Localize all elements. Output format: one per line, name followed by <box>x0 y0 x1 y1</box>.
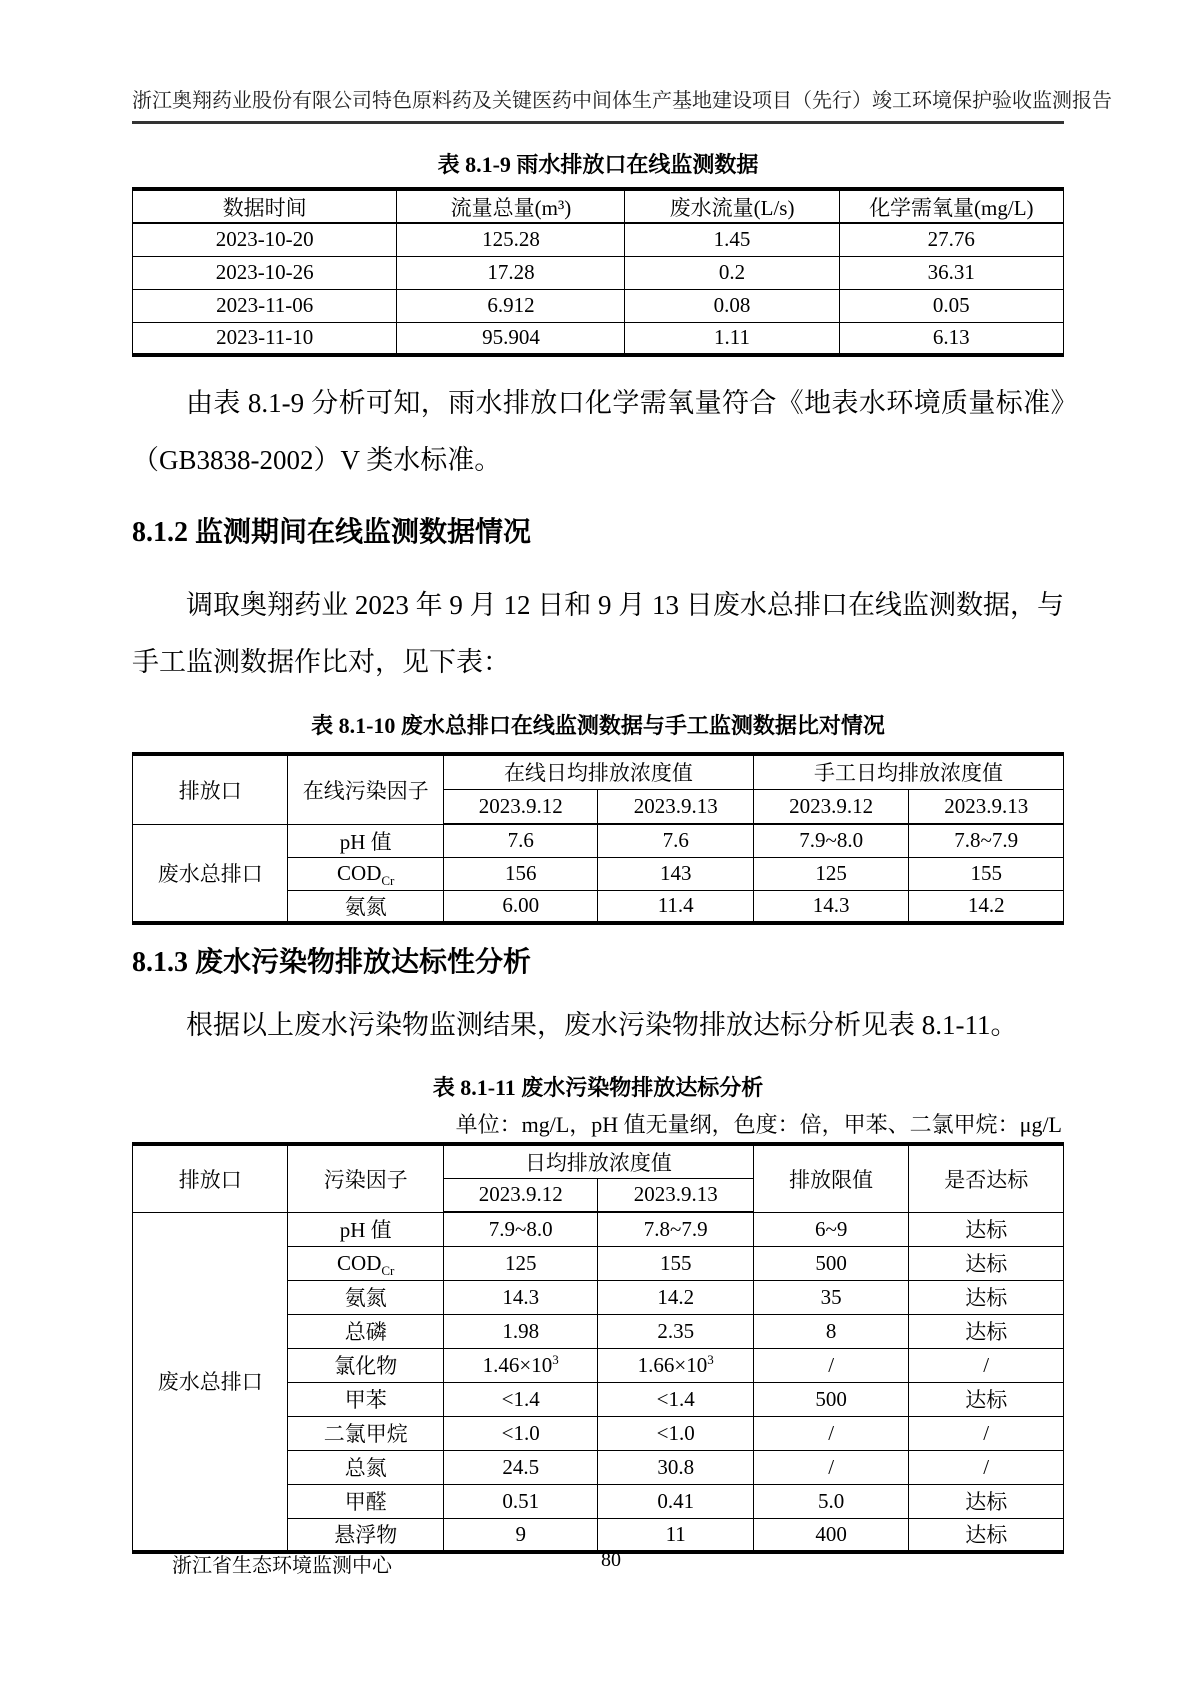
table-10-title: 表 8.1-10 废水总排口在线监测数据与手工监测数据比对情况 <box>311 713 885 738</box>
value-cell: 95.904 <box>397 322 625 355</box>
factor-cell: pH 值 <box>288 1212 443 1246</box>
value-cell: 7.9~8.0 <box>443 1212 598 1246</box>
value-cell: 11.4 <box>598 890 753 923</box>
table-11-unit-note: 单位：mg/L，pH 值无量纲，色度：倍，甲苯、二氯甲烷：μg/L <box>455 1112 1062 1137</box>
value-cell: 14.3 <box>753 890 908 923</box>
table-header-row <box>133 1144 1064 1178</box>
value-cell: 1.11 <box>625 322 839 355</box>
wastewater-compliance-table <box>132 1142 1064 1554</box>
limit-cell: 400 <box>753 1518 908 1552</box>
factor-cell: 氨氮 <box>288 1280 443 1314</box>
value-cell: 125 <box>443 1246 598 1280</box>
date-cell: 2023-11-10 <box>133 322 397 355</box>
value-cell: 9 <box>443 1518 598 1552</box>
factor-cell: 总磷 <box>288 1314 443 1348</box>
column-header-date: 2023.9.12 <box>753 789 908 824</box>
online-vs-manual-comparison-table <box>132 752 1064 925</box>
paragraph-8-1-3: 根据以上废水污染物监测结果，废水污染物排放达标分析见表 8.1-11。 <box>186 1010 1018 1040</box>
value-cell: 0.41 <box>598 1484 753 1518</box>
column-header-wastewater-flow: 废水流量(L/s) <box>625 189 839 223</box>
value-cell: 6.00 <box>443 890 598 923</box>
value-cell: 125.28 <box>397 223 625 256</box>
column-header-compliance: 是否达标 <box>909 1144 1064 1212</box>
factor-cell: 甲苯 <box>288 1382 443 1416</box>
header-rule <box>132 121 1064 124</box>
column-header-date: 2023.9.13 <box>909 789 1064 824</box>
column-header-outlet: 排放口 <box>133 754 288 824</box>
date-cell: 2023-10-20 <box>133 223 397 256</box>
table-row <box>133 322 1064 355</box>
value-cell: 14.2 <box>909 890 1064 923</box>
group-header-online-daily: 在线日均排放浓度值 <box>443 754 753 789</box>
value-cell: 7.9~8.0 <box>753 824 908 857</box>
table-9-title: 表 8.1-9 雨水排放口在线监测数据 <box>437 152 759 177</box>
value-cell: $1.46\times 10^3$ <box>443 1348 598 1382</box>
column-header-date: 2023.9.12 <box>443 1178 598 1212</box>
factor-cell: 氨氮 <box>288 890 443 923</box>
compliance-cell: 达标 <box>909 1518 1064 1552</box>
value-cell: 27.76 <box>839 223 1063 256</box>
limit-cell: 500 <box>753 1382 908 1416</box>
factor-cell: 悬浮物 <box>288 1518 443 1552</box>
limit-cell: 8 <box>753 1314 908 1348</box>
value-cell: 155 <box>598 1246 753 1280</box>
compliance-cell: / <box>909 1450 1064 1484</box>
compliance-cell: 达标 <box>909 1212 1064 1246</box>
value-cell: 7.8~7.9 <box>909 824 1064 857</box>
table-header-row <box>133 754 1064 789</box>
rainwater-outlet-monitoring-table <box>132 187 1064 357</box>
compliance-cell: 达标 <box>909 1314 1064 1348</box>
value-cell: 14.3 <box>443 1280 598 1314</box>
value-cell: 11 <box>598 1518 753 1552</box>
compliance-cell: / <box>909 1348 1064 1382</box>
factor-cell: 总氮 <box>288 1450 443 1484</box>
group-header-manual-daily: 手工日均排放浓度值 <box>753 754 1063 789</box>
column-header-date: 2023.9.12 <box>443 789 598 824</box>
factor-cell: 氯化物 <box>288 1348 443 1382</box>
value-cell: 125 <box>753 857 908 890</box>
column-header-online-factor: 在线污染因子 <box>288 754 443 824</box>
table-row <box>133 289 1064 322</box>
value-cell: 0.51 <box>443 1484 598 1518</box>
value-cell: 1.98 <box>443 1314 598 1348</box>
limit-cell: 35 <box>753 1280 908 1314</box>
footer-page-number: 80 <box>601 1549 621 1571</box>
table-row <box>133 1212 1064 1246</box>
compliance-cell: 达标 <box>909 1280 1064 1314</box>
value-cell: 0.08 <box>625 289 839 322</box>
compliance-cell: 达标 <box>909 1382 1064 1416</box>
value-cell: 30.8 <box>598 1450 753 1484</box>
value-cell: 17.28 <box>397 256 625 289</box>
section-heading-8-1-2: 8.1.2 监测期间在线监测数据情况 <box>132 517 532 548</box>
value-cell: 36.31 <box>839 256 1063 289</box>
column-header-cod: 化学需氧量(mg/L) <box>839 189 1063 223</box>
value-cell: 7.8~7.9 <box>598 1212 753 1246</box>
outlet-cell: 废水总排口 <box>133 824 288 923</box>
value-cell: <1.0 <box>598 1416 753 1450</box>
limit-cell: / <box>753 1348 908 1382</box>
page-header-title: 浙江奥翔药业股份有限公司特色原料药及关键医药中间体生产基地建设项目（先行）竣工环境保护验收监测报告 <box>132 90 1112 112</box>
limit-cell: 5.0 <box>753 1484 908 1518</box>
table-row <box>133 223 1064 256</box>
limit-cell: / <box>753 1450 908 1484</box>
compliance-cell: 达标 <box>909 1246 1064 1280</box>
date-cell: 2023-10-26 <box>133 256 397 289</box>
limit-cell: 6~9 <box>753 1212 908 1246</box>
value-cell: 156 <box>443 857 598 890</box>
group-header-daily-concentration: 日均排放浓度值 <box>443 1144 753 1178</box>
value-cell: <1.4 <box>443 1382 598 1416</box>
value-cell: 14.2 <box>598 1280 753 1314</box>
compliance-cell: 达标 <box>909 1484 1064 1518</box>
value-cell: 0.2 <box>625 256 839 289</box>
value-cell: 7.6 <box>443 824 598 857</box>
column-header-limit: 排放限值 <box>753 1144 908 1212</box>
value-cell: 2.35 <box>598 1314 753 1348</box>
factor-cell: 甲醛 <box>288 1484 443 1518</box>
value-cell: 6.13 <box>839 322 1063 355</box>
column-header-factor: 污染因子 <box>288 1144 443 1212</box>
table-11-title: 表 8.1-11 废水污染物排放达标分析 <box>432 1075 764 1100</box>
table-9-body <box>133 223 1064 355</box>
value-cell: 1.45 <box>625 223 839 256</box>
factor-cell: pH 值 <box>288 824 443 857</box>
footer-organization: 浙江省生态环境监测中心 <box>172 1555 392 1577</box>
factor-cell: $COD_{Cr}$ <box>288 857 443 890</box>
column-header-date: 2023.9.13 <box>598 1178 753 1212</box>
column-header-date: 2023.9.13 <box>598 789 753 824</box>
value-cell: 6.912 <box>397 289 625 322</box>
value-cell: 24.5 <box>443 1450 598 1484</box>
paragraph-8-1-2: 调取奥翔药业 2023 年 9 月 12 日和 9 月 13 日废水总排口在线监测数据，与手工监测数据作比对，见下表： <box>132 590 1064 677</box>
compliance-cell: / <box>909 1416 1064 1450</box>
factor-cell: 二氯甲烷 <box>288 1416 443 1450</box>
table-row <box>133 824 1064 857</box>
value-cell: <1.0 <box>443 1416 598 1450</box>
column-header-data-time: 数据时间 <box>133 189 397 223</box>
value-cell: 143 <box>598 857 753 890</box>
date-cell: 2023-11-06 <box>133 289 397 322</box>
value-cell: $1.66\times 10^3$ <box>598 1348 753 1382</box>
limit-cell: / <box>753 1416 908 1450</box>
paragraph-table9-analysis: 由表 8.1-9 分析可知，雨水排放口化学需氧量符合《地表水环境质量标准》（GB3838-2002）V 类水标准。 <box>132 388 1064 475</box>
column-header-total-flow: 流量总量(m³) <box>397 189 625 223</box>
value-cell: 0.05 <box>839 289 1063 322</box>
section-heading-8-1-3: 8.1.3 废水污染物排放达标性分析 <box>132 947 532 978</box>
limit-cell: 500 <box>753 1246 908 1280</box>
factor-cell: $COD_{Cr}$ <box>288 1246 443 1280</box>
value-cell: 7.6 <box>598 824 753 857</box>
table-10-body <box>133 824 1064 923</box>
outlet-cell: 废水总排口 <box>133 1212 288 1552</box>
column-header-outlet: 排放口 <box>133 1144 288 1212</box>
value-cell: <1.4 <box>598 1382 753 1416</box>
table-header-row <box>133 189 1064 223</box>
table-row <box>133 256 1064 289</box>
table-11-body <box>133 1212 1064 1552</box>
value-cell: 155 <box>909 857 1064 890</box>
